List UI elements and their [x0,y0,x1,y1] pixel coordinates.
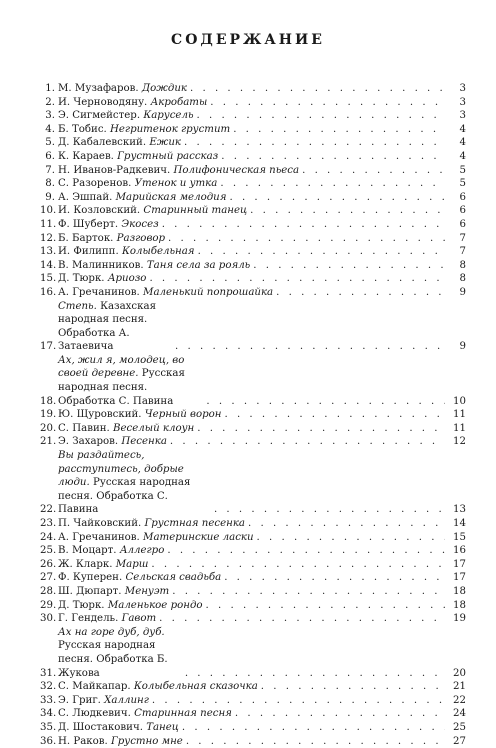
entry-text [58,259,250,273]
entry-number: 19. [40,408,58,422]
entry-author: Д. Кабалевский. [58,137,146,148]
toc-entry [40,408,466,422]
entry-title: Колыбельная [122,246,195,257]
dot-leader [206,599,445,613]
entry-number: 1. [40,82,58,96]
entry-number: 28. [40,585,58,599]
dot-leader [151,558,445,572]
dot-leader [175,340,445,354]
entry-body [58,82,448,96]
table-of-contents [40,82,466,748]
entry-body [58,571,448,585]
page-number: 12 [448,435,466,449]
entry-body [58,612,448,626]
entry-text [58,408,221,422]
entry-title: Вы раздайтесь, расступитесь, добрые люди. [58,450,184,488]
page-number: 11 [448,422,466,436]
entry-text [58,571,221,585]
page-number: 4 [448,136,466,150]
dot-leader [149,272,445,286]
entry-body [58,245,448,259]
dot-leader [233,123,445,137]
entry-text [58,150,218,164]
entry-number: 15. [40,272,58,286]
page-number: 7 [448,232,466,246]
entry-number: 5. [40,136,58,150]
page-number: 18 [448,585,466,599]
entry-body [58,408,448,422]
entry-body [58,259,448,273]
entry-body [58,680,448,694]
entry-text [58,721,179,735]
entry-title: Черный ворон [145,409,222,420]
entry-number: 2. [40,96,58,110]
entry-body [58,435,448,449]
entry-number: 36. [40,735,58,748]
toc-entry [40,150,466,164]
entry-text [58,177,217,191]
toc-entry [40,164,466,178]
entry-title: Менуэт [125,586,169,597]
page-number: 4 [448,123,466,137]
toc-entry [40,300,466,354]
entry-body [58,204,448,218]
entry-author: Ф. Шуберт. [58,219,118,230]
entry-title: Разговор [117,233,165,244]
entry-body [58,735,448,748]
toc-entry [40,531,466,545]
entry-title: Грустный рассказ [117,151,218,162]
dot-leader [229,191,445,205]
dot-leader [235,707,445,721]
entry-number: 16. [40,286,58,300]
entry-text [58,694,149,708]
entry-body [58,164,448,178]
entry-body [58,123,448,137]
toc-entry [40,218,466,232]
entry-text [58,96,207,110]
entry-number: 30. [40,612,58,626]
page-number: 18 [448,599,466,613]
page-number: 6 [448,204,466,218]
entry-title: Аллегро [120,545,165,556]
entry-text [58,558,148,572]
entry-body [58,694,448,708]
entry-title: Материнские ласки [143,532,254,543]
entry-text [58,286,273,300]
entry-author: А. Эшпай. [58,192,112,203]
dot-leader [152,694,445,708]
page-number: 8 [448,272,466,286]
entry-title: Степь. [58,301,97,312]
entry-author: С. Майкапар. [58,681,131,692]
entry-body [58,177,448,191]
entry-author: С. Разоренов. [58,178,131,189]
entry-body [58,232,448,246]
entry-body [58,354,448,408]
entry-number: 34. [40,707,58,721]
entry-text [58,422,194,436]
dot-leader [220,177,445,191]
dot-leader [253,259,445,273]
entry-title: Акробаты [151,97,208,108]
page-number: 10 [448,395,466,409]
entry-text [58,245,195,259]
entry-description: Русская народная песня. Обработка Б. Жукова [58,640,168,678]
toc-entry [40,694,466,708]
dot-leader [224,571,445,585]
entry-title: Ежик [149,137,181,148]
entry-number: 32. [40,680,58,694]
entry-number: 11. [40,218,58,232]
entry-number: 24. [40,531,58,545]
page-number: 8 [448,259,466,273]
page-number: 11 [448,408,466,422]
entry-text [58,136,181,150]
entry-body [58,300,448,354]
toc-entry [40,435,466,449]
entry-text [58,191,226,205]
entry-number: 33. [40,694,58,708]
dot-leader [257,531,445,545]
entry-title: Танец [146,722,179,733]
toc-entry [40,232,466,246]
entry-number: 4. [40,123,58,137]
toc-entry [40,449,466,517]
entry-body [58,422,448,436]
entry-title: Сельская свадьба [125,572,221,583]
dot-leader [198,245,445,259]
entry-author: Н. Иванов-Радкевич. [58,165,170,176]
entry-title: Грустно мне [111,736,183,747]
entry-text [58,164,299,178]
entry-title: Ах, жил я, молодец, во своей деревне. [58,355,184,380]
toc-entry [40,136,466,150]
entry-description: Русская народная песня. Обработка С. Павина [58,477,190,515]
entry-text [58,544,164,558]
entry-text [58,435,167,449]
dot-leader [221,150,445,164]
toc-entry [40,612,466,626]
toc-entry [40,544,466,558]
entry-body [58,517,448,531]
entry-text [58,218,159,232]
entry-author: Ш. Дюпарт. [58,586,122,597]
entry-body [58,218,448,232]
entry-number: 20. [40,422,58,436]
page-number: 9 [448,286,466,300]
entry-author: Д. Шостакович. [58,722,143,733]
entry-text [58,354,203,408]
entry-author: Э. Захаров. [58,436,118,447]
page-number: 17 [448,571,466,585]
entry-author: А. Гречанинов. [58,287,140,298]
entry-author: Д. Тюрк. [58,600,105,611]
page-number: 3 [448,109,466,123]
entry-title: Старинный танец [143,205,247,216]
page-number: 5 [448,164,466,178]
entry-number: 12. [40,232,58,246]
entry-body [58,544,448,558]
dot-leader [248,517,445,531]
entry-number: 27. [40,571,58,585]
toc-entry [40,422,466,436]
entry-text [58,707,232,721]
entry-title: Экосез [121,219,158,230]
page-number: 15 [448,531,466,545]
dot-leader [168,232,445,246]
dot-leader [182,721,445,735]
dot-leader [167,544,445,558]
entry-author: М. Музафаров. [58,83,139,94]
entry-author: А. Гречанинов. [58,532,140,543]
entry-text [58,517,245,531]
page-number: 19 [448,612,466,626]
dot-leader [190,82,445,96]
entry-description: Русская народная песня. Обработка С. Павина [58,368,185,406]
entry-body [58,96,448,110]
entry-title: Халлинг [104,695,149,706]
entry-author: К. Караев. [58,151,114,162]
page-number: 3 [448,96,466,110]
entry-author: Б. Барток. [58,233,113,244]
toc-entry [40,721,466,735]
dot-leader [162,218,445,232]
entry-author: Д. Тюрк. [58,273,105,284]
entry-body [58,707,448,721]
entry-body [58,286,448,300]
page-number: 7 [448,245,466,259]
dot-leader [186,735,445,748]
toc-entry [40,109,466,123]
entry-text [58,449,211,517]
page-number: 25 [448,721,466,735]
page-number: 13 [448,503,466,517]
entry-title: Негритенок грустит [110,124,230,135]
entry-text [58,123,230,137]
entry-body [58,721,448,735]
toc-entry [40,558,466,572]
entry-body [58,599,448,613]
entry-title: Полифоническая пьеса [174,165,300,176]
toc-entry [40,707,466,721]
entry-body [58,272,448,286]
entry-number: 3. [40,109,58,123]
toc-entry [40,735,466,748]
entry-author: С. Павин. [58,423,110,434]
entry-title: Марш [116,559,149,570]
entry-text [58,272,146,286]
entry-title: Веселый клоун [113,423,194,434]
dot-leader [172,585,445,599]
entry-number: 22. [40,503,58,517]
dot-leader [276,286,445,300]
page-number: 14 [448,517,466,531]
toc-entry [40,599,466,613]
dot-leader [185,667,445,681]
entry-number: 26. [40,558,58,572]
entry-text [58,599,203,613]
entry-body [58,136,448,150]
entry-text [58,109,194,123]
toc-entry [40,259,466,273]
page-title: СОДЕРЖАНИЕ [0,32,496,48]
entry-author: Н. Раков. [58,736,108,747]
dot-leader [224,408,445,422]
page-number: 20 [448,667,466,681]
entry-number: 10. [40,204,58,218]
entry-title: Ах на горе дуб, дуб. [58,627,165,638]
entry-title: Гавот [122,613,157,624]
dot-leader [197,109,446,123]
entry-text [58,300,172,354]
toc-entry [40,82,466,96]
entry-body [58,558,448,572]
page-number: 6 [448,191,466,205]
entry-body [58,585,448,599]
entry-author: И. Филипп. [58,246,119,257]
entry-title: Марийская мелодия [116,192,227,203]
entry-author: И. Козловский. [58,205,140,216]
page-number: 9 [448,340,466,354]
dot-leader [250,204,445,218]
entry-author: Ж. Кларк. [58,559,112,570]
dot-leader [206,395,445,409]
entry-text [58,735,183,748]
entry-author: Ф. Куперен. [58,572,122,583]
page-number: 21 [448,680,466,694]
entry-number: 31. [40,667,58,681]
dot-leader [214,503,445,517]
page-number: 17 [448,558,466,572]
dot-leader [184,136,445,150]
dot-leader [170,435,445,449]
entry-number: 23. [40,517,58,531]
page-number: 4 [448,150,466,164]
toc-entry [40,286,466,300]
entry-text [58,680,258,694]
page-number: 24 [448,707,466,721]
entry-text [58,204,247,218]
entry-text [58,82,187,96]
toc-entry [40,245,466,259]
toc-entry [40,177,466,191]
entry-number: 17. [40,340,58,354]
entry-text [58,531,254,545]
toc-entry [40,123,466,137]
entry-number: 6. [40,150,58,164]
entry-body [58,191,448,205]
page-number: 6 [448,218,466,232]
entry-title: Маленький попрошайка [143,287,273,298]
entry-number: 29. [40,599,58,613]
entry-number: 14. [40,259,58,273]
entry-title: Таня села за рояль [147,260,250,271]
entry-body [58,109,448,123]
page-number: 16 [448,544,466,558]
entry-author: Г. Гендель. [58,613,118,624]
entry-number: 35. [40,721,58,735]
page-number: 3 [448,82,466,96]
entry-title: Маленькое рондо [108,600,203,611]
entry-number: 13. [40,245,58,259]
entry-author: С. Людкевич. [58,708,131,719]
entry-title: Песенка [121,436,167,447]
entry-body [58,150,448,164]
entry-author: В. Моцарт. [58,545,117,556]
entry-text [58,612,156,626]
toc-entry [40,204,466,218]
entry-author: Э. Григ. [58,695,101,706]
entry-title: Карусель [143,110,193,121]
page-number: 27 [448,735,466,748]
page-number: 22 [448,694,466,708]
dot-leader [261,680,445,694]
dot-leader [302,164,445,178]
entry-author: Э. Сигмейстер. [58,110,140,121]
entry-author: В. Малинников. [58,260,144,271]
entry-description: Казахская народная песня. Обработка А. Затаевича [58,301,156,353]
entry-text [58,585,169,599]
dot-leader [197,422,445,436]
entry-title: Грустная песенка [144,518,245,529]
entry-author: Ю. Щуровский. [58,409,142,420]
entry-author: Б. Тобис. [58,124,107,135]
toc-entry [40,680,466,694]
toc-entry [40,191,466,205]
entry-author: П. Чайковский. [58,518,141,529]
entry-text [58,232,165,246]
entry-title: Старинная песня [134,708,232,719]
entry-title: Колыбельная сказочка [134,681,258,692]
entry-number: 21. [40,435,58,449]
entry-number: 9. [40,191,58,205]
entry-body [58,449,448,517]
entry-number: 18. [40,395,58,409]
dot-leader [159,612,445,626]
entry-body [58,531,448,545]
toc-entry [40,571,466,585]
page-number: 5 [448,177,466,191]
toc-entry [40,272,466,286]
entry-title: Утенок и утка [135,178,218,189]
entry-number: 8. [40,177,58,191]
dot-leader [210,96,445,110]
entry-number: 25. [40,544,58,558]
toc-entry [40,585,466,599]
toc-entry [40,96,466,110]
entry-author: И. Черноводяну. [58,97,147,108]
entry-number: 7. [40,164,58,178]
toc-entry [40,517,466,531]
toc-entry [40,354,466,408]
entry-title: Дождик [142,83,187,94]
entry-title: Ариозо [108,273,147,284]
